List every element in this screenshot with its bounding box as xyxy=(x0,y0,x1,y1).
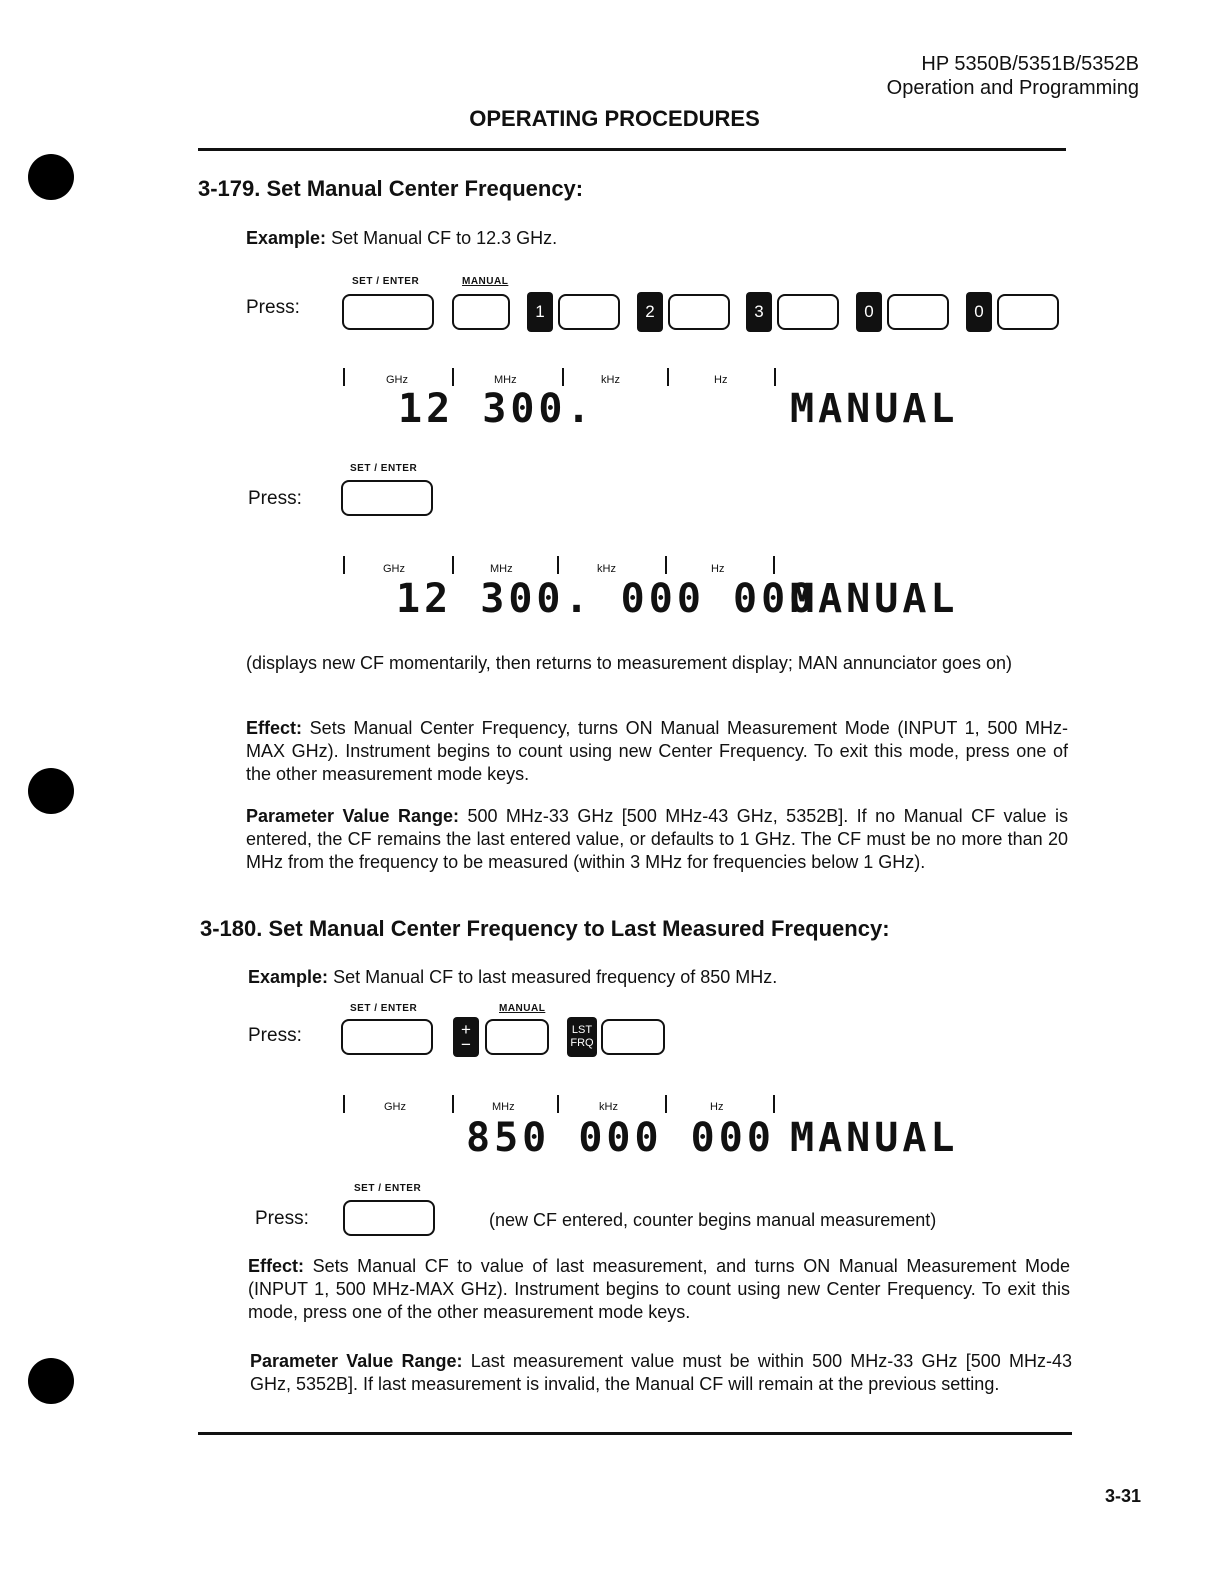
display-frequency: 12 300. xyxy=(398,386,595,432)
manual-label: MANUAL xyxy=(499,1003,546,1014)
digit-0-key[interactable] xyxy=(887,294,949,330)
display-tick xyxy=(562,368,564,386)
unit-khz: kHz xyxy=(599,1101,618,1113)
press-label: Press: xyxy=(246,297,300,318)
range-text: Last measurement value must be within 500 MHz-33 GHz [500 MHz-43 GHz, 5352B]. If last measurement is invalid, the Manual CF will remain at the previous setting. xyxy=(250,1351,1072,1394)
example-text: Set Manual CF to last measured frequency of 850 MHz. xyxy=(333,967,778,987)
section-3-180-title: 3-180. Set Manual Center Frequency to Last Measured Frequency: xyxy=(200,916,890,941)
display-mode: MANUAL xyxy=(790,576,959,622)
effect-label: Effect: xyxy=(248,1256,305,1276)
page-header xyxy=(887,52,1139,100)
unit-mhz: MHz xyxy=(494,374,517,386)
effect-label: Effect: xyxy=(246,718,303,738)
press-label: Press: xyxy=(248,1025,302,1046)
unit-mhz: MHz xyxy=(492,1101,515,1113)
display-tick xyxy=(452,556,454,574)
digit-2-key[interactable] xyxy=(668,294,730,330)
last-frequency-shift-key[interactable] xyxy=(567,1017,597,1057)
example-text: Set Manual CF to 12.3 GHz. xyxy=(331,228,558,248)
display-tick xyxy=(452,1095,454,1113)
display-tick xyxy=(665,556,667,574)
set-enter-label: SET / ENTER xyxy=(352,276,420,287)
display-tick xyxy=(343,1095,345,1113)
display-mode: MANUAL xyxy=(790,386,959,432)
unit-ghz: GHz xyxy=(383,563,405,575)
display-frequency: 12 300. 000 000 xyxy=(396,576,818,622)
display-tick xyxy=(557,556,559,574)
set-enter-label: SET / ENTER xyxy=(350,463,418,474)
model-number: HP 5350B/5351B/5352B xyxy=(921,53,1139,75)
digit-3-shift-key[interactable]: 3 xyxy=(746,292,772,332)
unit-khz: kHz xyxy=(597,563,616,575)
digit-1-key[interactable] xyxy=(558,294,620,330)
plus-minus-shift-key[interactable] xyxy=(453,1017,479,1057)
minus-glyph: − xyxy=(461,1035,471,1054)
binder-hole-2 xyxy=(28,768,74,814)
set-enter-key[interactable] xyxy=(341,1019,433,1055)
page-number: 3-31 xyxy=(1105,1486,1142,1506)
set-enter-label: SET / ENTER xyxy=(350,1003,418,1014)
unit-hz: Hz xyxy=(710,1101,724,1113)
press-label: Press: xyxy=(248,488,302,509)
display-tick xyxy=(667,368,669,386)
display-tick xyxy=(452,368,454,386)
bottom-rule xyxy=(198,1432,1072,1435)
manual-label: MANUAL xyxy=(462,276,509,287)
section-3-179-title: 3-179. Set Manual Center Frequency: xyxy=(198,176,584,201)
example-label: Example: xyxy=(248,967,329,987)
unit-ghz: GHz xyxy=(384,1101,406,1113)
last-frequency-key[interactable] xyxy=(601,1019,665,1055)
example-180 xyxy=(248,965,777,989)
set-enter-label: SET / ENTER xyxy=(354,1183,422,1194)
display-tick xyxy=(557,1095,559,1113)
digit-0b-key[interactable] xyxy=(997,294,1059,330)
effect-text: Sets Manual CF to value of last measurement, and turns ON Manual Measurement Mode (INPUT 1, 500 MHz-MAX GHz). Instrument begins to count using new Center Frequency. To exit this mode, press one of the other measurement mode keys. xyxy=(248,1256,1070,1322)
effect-text: Sets Manual Center Frequency, turns ON Manual Measurement Mode (INPUT 1, 500 MHz-MAX GHz). Instrument begins to count using new Center Frequency. To exit this mode, press one of the other measurement mode keys. xyxy=(246,718,1068,784)
unit-hz: Hz xyxy=(714,374,728,386)
frq-glyph: FRQ xyxy=(570,1037,594,1049)
display-tick xyxy=(665,1095,667,1113)
digit-0-shift-key[interactable]: 0 xyxy=(856,292,882,332)
display-tick xyxy=(343,556,345,574)
binder-hole-3 xyxy=(28,1358,74,1404)
example-label: Example: xyxy=(246,228,327,248)
manual-subtitle: Operation and Programming xyxy=(886,77,1139,99)
plus-glyph: + xyxy=(461,1020,471,1039)
display-tick xyxy=(774,368,776,386)
digit-3-key[interactable] xyxy=(777,294,839,330)
section-title: OPERATING PROCEDURES xyxy=(469,106,760,131)
set-enter-key[interactable] xyxy=(343,1200,435,1236)
unit-ghz: GHz xyxy=(386,374,408,386)
range-paragraph xyxy=(250,1350,1072,1396)
display-tick xyxy=(343,368,345,386)
effect-paragraph xyxy=(246,717,1068,786)
range-text: 500 MHz-33 GHz [500 MHz-43 GHz, 5352B]. If no Manual CF value is entered, the CF remains the last entered value, or defaults to 1 GHz. The CF must be no more than 20 MHz from the frequency to be measured (within 3 MHz for frequencies below 1 GHz). xyxy=(246,806,1068,872)
set-enter-key[interactable] xyxy=(341,480,433,516)
display-tick xyxy=(773,1095,775,1113)
digit-0b-shift-key[interactable]: 0 xyxy=(966,292,992,332)
digit-2-shift-key[interactable]: 2 xyxy=(637,292,663,332)
digit-1-shift-key[interactable]: 1 xyxy=(527,292,553,332)
example-179 xyxy=(246,226,557,250)
press-note: (new CF entered, counter begins manual measurement) xyxy=(489,1210,937,1230)
note-paragraph: (displays new CF momentarily, then returns to measurement display; MAN annunciator goes on) xyxy=(246,653,1013,673)
display-tick xyxy=(773,556,775,574)
range-paragraph xyxy=(246,805,1068,874)
manual-key[interactable] xyxy=(452,294,510,330)
manual-key[interactable] xyxy=(485,1019,549,1055)
unit-hz: Hz xyxy=(711,563,725,575)
range-label: Parameter Value Range: xyxy=(250,1351,463,1371)
lst-glyph: LST xyxy=(571,1024,593,1036)
binder-hole-1 xyxy=(28,154,74,200)
top-rule xyxy=(198,148,1066,151)
effect-paragraph xyxy=(248,1255,1070,1324)
display-mode: MANUAL xyxy=(790,1115,959,1161)
unit-khz: kHz xyxy=(601,374,620,386)
set-enter-key[interactable] xyxy=(342,294,434,330)
press-label: Press: xyxy=(255,1208,309,1229)
display-frequency: 850 000 000 xyxy=(466,1115,775,1161)
range-label: Parameter Value Range: xyxy=(246,806,459,826)
unit-mhz: MHz xyxy=(490,563,513,575)
